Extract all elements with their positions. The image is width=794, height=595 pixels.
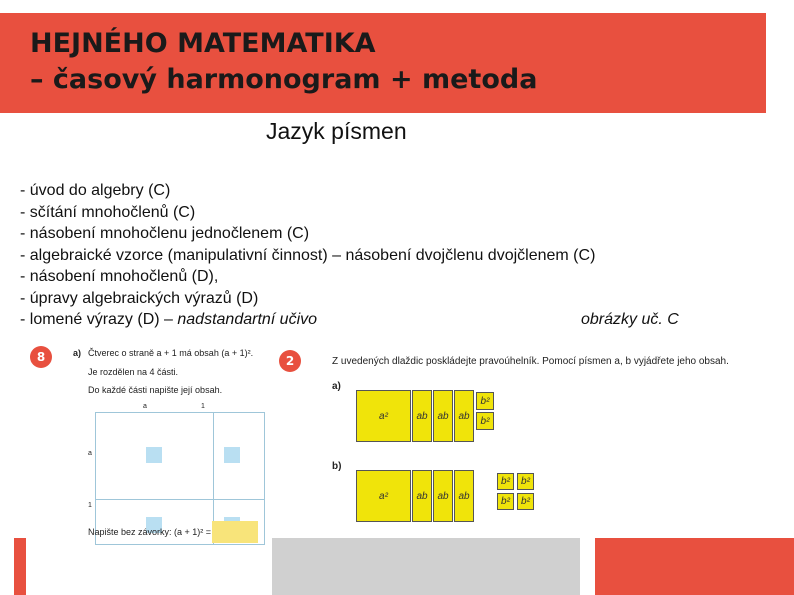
figure-note: obrázky uč. C bbox=[581, 311, 679, 328]
tile-ab: ab bbox=[454, 390, 474, 442]
topic-list bbox=[20, 180, 595, 331]
tile-a-squared: a² bbox=[356, 470, 411, 522]
topic-item: - násobení mnohočlenů (D), bbox=[20, 268, 219, 285]
answer-prompt: Napište bez závorky: (a + 1)² = bbox=[88, 527, 212, 537]
tile-b-squared: b² bbox=[476, 412, 494, 430]
answer-box[interactable] bbox=[146, 447, 162, 463]
side-label-1: 1 bbox=[201, 403, 205, 410]
exercise-instruction: Z uvedených dlaždic poskládejte pravoúhelník. Pomocí písmen a, b vyjádřete jeho obsah. bbox=[332, 356, 729, 367]
topic-item: - algebraické vzorce (manipulativní činnost) – násobení dvojčlenu dvojčlenem (C) bbox=[20, 246, 596, 264]
topic-emphasis: nadstandartní učivo bbox=[177, 311, 318, 328]
page-title: HEJNÉHO MATEMATIKA bbox=[30, 28, 376, 59]
tile-b-squared: b² bbox=[497, 473, 514, 490]
figure-tiles-exercise bbox=[279, 346, 759, 526]
divider-horizontal bbox=[96, 499, 264, 500]
footer-bar bbox=[272, 538, 580, 595]
topic-item: - úpravy algebraických výrazů (D) bbox=[20, 289, 259, 307]
footer-accent-right bbox=[595, 538, 794, 595]
section-heading: Jazyk písmen bbox=[266, 118, 407, 144]
footer-accent-left bbox=[14, 538, 26, 595]
tile-a-squared: a² bbox=[356, 390, 411, 442]
exercise-part-label: a) bbox=[332, 381, 341, 392]
tile-ab: ab bbox=[454, 470, 474, 522]
page-subtitle-line: – časový harmonogram + metoda bbox=[30, 64, 538, 95]
exercise-text: Čtverec o straně a + 1 má obsah (a + 1)². bbox=[88, 348, 254, 358]
tile-b-squared: b² bbox=[476, 392, 494, 410]
figure-square-exercise bbox=[26, 342, 270, 544]
answer-field[interactable] bbox=[212, 521, 258, 543]
topic-item: - sčítání mnohočlenů (C) bbox=[20, 203, 196, 221]
side-label-a: a bbox=[143, 403, 147, 410]
topic-text: - lomené výrazy (D) – bbox=[20, 311, 178, 328]
exercise-number-badge: 8 bbox=[30, 346, 52, 368]
tile-b-squared: b² bbox=[517, 493, 534, 510]
tile-b-squared: b² bbox=[497, 493, 514, 510]
answer-box[interactable] bbox=[224, 447, 240, 463]
topic-item: - násobení mnohočlenu jednočlenem (C) bbox=[20, 225, 310, 242]
exercise-part-label: a) bbox=[73, 348, 82, 358]
exercise-text: Je rozdělen na 4 části. bbox=[88, 367, 179, 377]
topic-item: - úvod do algebry (C) bbox=[20, 182, 171, 199]
exercise-text: Do každé části napište její obsah. bbox=[88, 385, 223, 395]
topic-item-last bbox=[20, 309, 595, 331]
tile-ab: ab bbox=[412, 470, 432, 522]
tile-ab: ab bbox=[412, 390, 432, 442]
exercise-part-label: b) bbox=[332, 461, 342, 472]
tile-ab: ab bbox=[433, 470, 453, 522]
exercise-number-badge: 2 bbox=[279, 350, 301, 372]
side-label-a: a bbox=[88, 450, 92, 457]
tile-ab: ab bbox=[433, 390, 453, 442]
tile-b-squared: b² bbox=[517, 473, 534, 490]
side-label-1: 1 bbox=[88, 502, 92, 509]
